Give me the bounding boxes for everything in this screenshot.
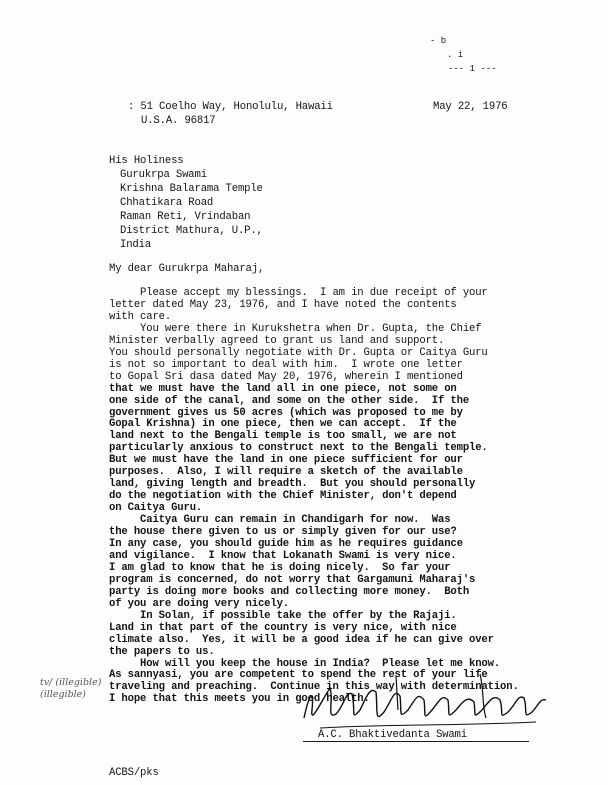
body-line: letter dated May 23, 1976, and I have noted the contents	[109, 298, 457, 311]
corner-mark: - b	[430, 36, 447, 46]
body-line: that we must have the land all in one piece, not some on	[109, 382, 457, 395]
body-line: Gopal Krishna) in one piece, then we can accept. If the	[109, 418, 457, 431]
corner-mark: --- 1 ---	[448, 64, 497, 74]
recipient-line: His Holiness	[109, 155, 184, 167]
body-line: the papers to us.	[109, 645, 215, 658]
sender-address-line: : 51 Coelho Way, Honolulu, Hawaii	[128, 101, 333, 113]
corner-mark: . i	[447, 50, 464, 60]
body-line: Minister verbally agreed to grant us land and support.	[109, 334, 445, 347]
letter-date: May 22, 1976	[433, 101, 508, 113]
body-line: In Solan, if possible take the offer by the Rajaji.	[109, 609, 457, 622]
body-line: party is doing more books and collecting more money. Both	[109, 585, 470, 598]
body-line: Land in that part of the country is very nice, with nice	[109, 621, 457, 634]
body-line: purposes. Also, I will require a sketch of the available	[109, 466, 463, 479]
sender-address-line: U.S.A. 96817	[141, 115, 216, 127]
recipient-line: Krishna Balarama Temple	[120, 183, 263, 195]
body-line: one side of the canal, and some on the other side. If the	[109, 394, 470, 407]
signature-name: A.C. Bhaktivedanta Swami	[318, 729, 467, 741]
body-line: climate also. Yes, it will be a good idea if he can give over	[109, 633, 494, 646]
recipient-line: District Mathura, U.P.,	[120, 225, 263, 237]
body-line: I hope that this meets you in good health.	[109, 693, 370, 706]
reference-initials: ACBS/pks	[109, 767, 159, 779]
salutation: My dear Gurukrpa Maharaj,	[109, 263, 265, 275]
body-line: land, giving length and breadth. But you should personally	[109, 478, 476, 491]
body-line: As sannyasi, you are competent to spend the rest of your life	[109, 669, 488, 682]
recipient-line: Gurukrpa Swami	[120, 169, 207, 181]
body-line: Please accept my blessings. I am in due receipt of your	[109, 287, 488, 299]
body-line: of you are doing very nicely.	[109, 597, 290, 610]
body-line: particularly anxious to construct next to the Bengali temple.	[109, 442, 488, 455]
body-line: government gives us 50 acres (which was proposed to me by	[109, 406, 463, 419]
recipient-line: Chhatikara Road	[120, 197, 214, 209]
body-line: In any case, you should guide him as he requires guidance	[109, 538, 463, 550]
body-line: the house there given to us or simply given for our use?	[109, 526, 457, 538]
body-line: to Gopal Sri dasa dated May 20, 1976, wherein I mentioned	[109, 370, 463, 383]
body-line: How will you keep the house in India? Please let me know.	[109, 657, 501, 670]
recipient-line: Raman Reti, Vrindaban	[120, 211, 251, 223]
recipient-line: India	[120, 239, 152, 251]
body-line: You were there in Kurukshetra when Dr. Gupta, the Chief	[109, 322, 482, 335]
body-line: I am glad to know that he is doing nicely. So far your	[109, 561, 451, 574]
body-line: land next to the Bengali temple is too small, we are not	[109, 430, 457, 443]
handwritten-margin-note: tv/ (illegible) (illegible)	[40, 677, 102, 700]
body-line: and vigilance. I know that Lokanath Swami is very nice.	[109, 549, 457, 562]
body-line: with care.	[109, 310, 172, 323]
body-line: You should personally negotiate with Dr. Gupta or Caitya Guru	[109, 346, 488, 359]
body-line: program is concerned, do not worry that Gargamuni Maharaj's	[109, 573, 476, 586]
body-line: is not so important to deal with him. I wrote one letter	[109, 358, 463, 371]
body-line: But we must have the land in one piece sufficient for our	[109, 454, 463, 467]
body-line: traveling and preaching. Continue in this way with determination.	[109, 681, 519, 694]
body-line: on Caitya Guru.	[109, 502, 203, 515]
body-line: Caitya Guru can remain in Chandigarh for now. Was	[109, 514, 451, 526]
body-line: do the negotiation with the Chief Minister, don't depend	[109, 490, 457, 503]
